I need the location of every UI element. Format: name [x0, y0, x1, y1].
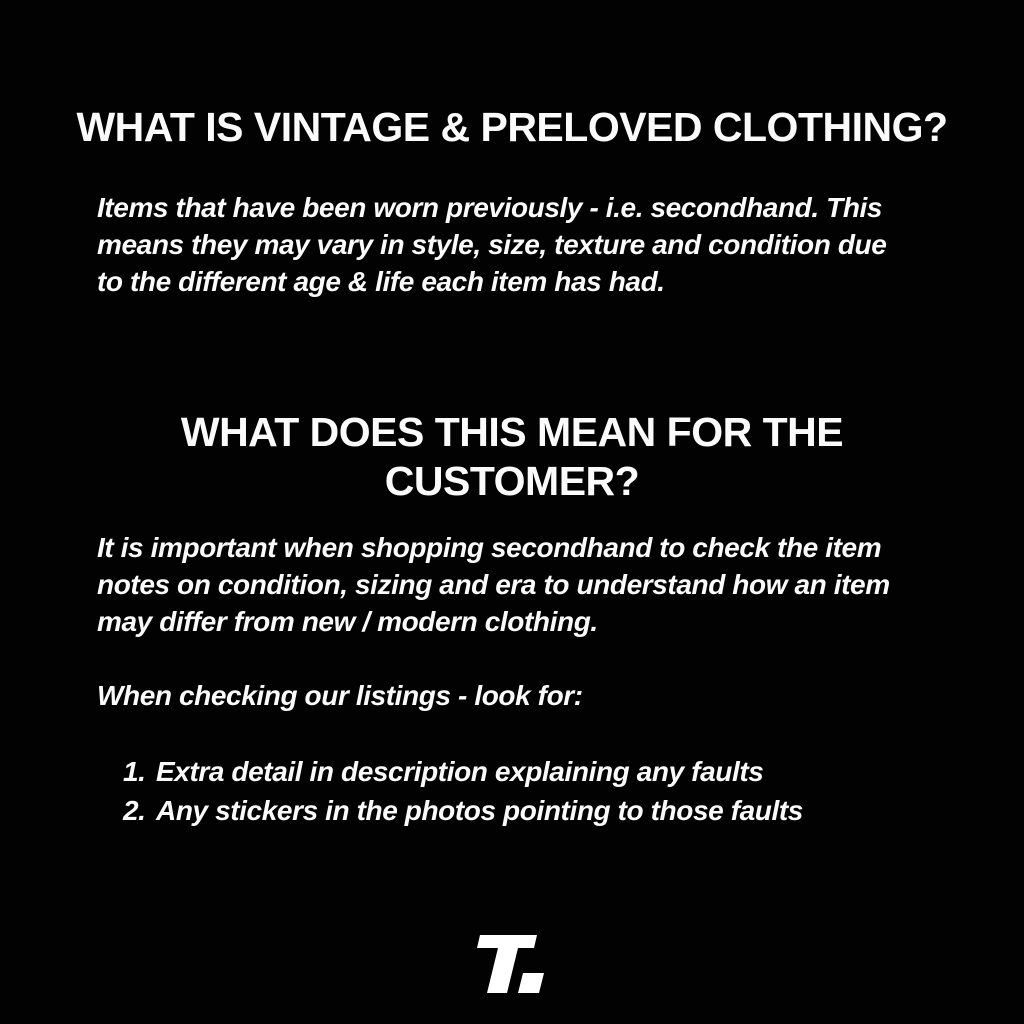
listing-note: When checking our listings - look for: [97, 680, 583, 711]
intro-line: means they may vary in style, size, texture and condition due [97, 229, 887, 260]
intro-line: to the different age & life each item has had. [97, 266, 665, 297]
list-number: 1. [123, 756, 146, 787]
section-title [0, 408, 1024, 506]
checklist-item [123, 752, 803, 791]
section-title-line: CUSTOMER? [384, 458, 640, 505]
intro-line: Items that have been worn previously - i.e. secondhand. This [97, 192, 883, 223]
list-text: Extra detail in description explaining any faults [156, 756, 764, 787]
detail-line: may differ from new / modern clothing. [97, 606, 598, 637]
list-number: 2. [123, 795, 146, 826]
t-logo-icon [474, 933, 546, 995]
brand-logo [474, 933, 546, 995]
list-text: Any stickers in the photos pointing to those faults [156, 795, 803, 826]
detail-line: notes on condition, sizing and era to understand how an item [97, 569, 890, 600]
checklist [123, 752, 803, 830]
section-title-line: WHAT DOES THIS MEAN FOR THE [180, 409, 844, 456]
detail-line: It is important when shopping secondhand to check the item [97, 532, 882, 563]
detail-paragraph [97, 529, 890, 640]
intro-paragraph [97, 189, 886, 300]
page-title: WHAT IS VINTAGE & PRELOVED CLOTHING? [76, 104, 948, 151]
checklist-item [123, 791, 803, 830]
